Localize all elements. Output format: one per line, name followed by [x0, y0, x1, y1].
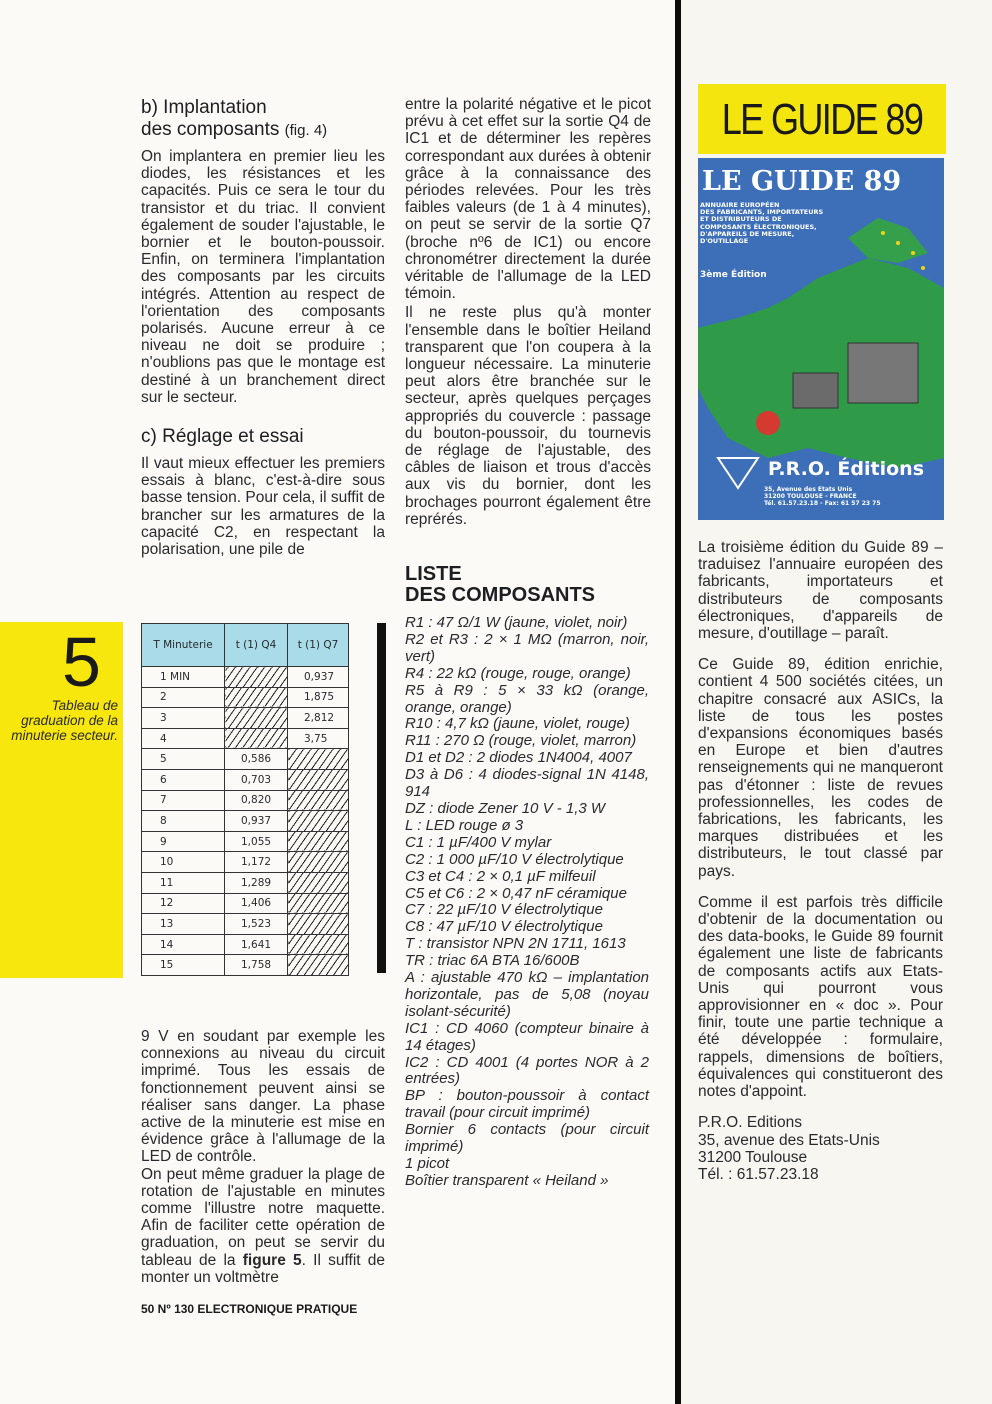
table-header-row: [142, 624, 349, 667]
sidebar-title: LE GUIDE 89: [721, 95, 923, 144]
table-row: [142, 708, 349, 729]
header-q7: t (1) Q7: [288, 624, 349, 667]
list-item: Bornier 6 contacts (pour circuit imprimé): [405, 1121, 649, 1156]
star-dot: [881, 231, 885, 235]
cell-minuterie: 14: [142, 934, 225, 955]
para2-start: On peut même graduer la plage de rotation de l'ajustable en minutes comme l'illustre notre maquette. Afin de faciliter cette opération de graduation, on peut se servir du tableau de la: [141, 1165, 385, 1269]
cell-q4: 1,289: [225, 872, 288, 893]
list-item: R4 : 22 kΩ (rouge, rouge, orange): [405, 664, 631, 682]
cell-q7: [288, 769, 349, 790]
list-item: C1 : 1 µF/400 V mylar: [405, 833, 552, 851]
sidebar-address-line-1: P.R.O. Editions: [698, 1114, 802, 1132]
col1-bottom-text: [141, 1028, 385, 1286]
list-item: R5 à R9 : 5 × 33 kΩ (orange, orange, orange): [405, 681, 649, 716]
separator-bar: [377, 623, 386, 973]
cell-q7: [288, 893, 349, 914]
list-item: C2 : 1 000 µF/10 V électrolytique: [405, 850, 624, 868]
section-b-heading-line1: b) Implantation: [141, 97, 267, 118]
cell-minuterie: 9: [142, 831, 225, 852]
table-row: [142, 893, 349, 914]
table-row: [142, 769, 349, 790]
section-b-paragraph: On implantera en premier lieu les diodes, les résistances et les capacités. Puis ce sera le tour du transistor et du triac. Il convient également de souder l'ajustable, le bornier et le bouton-poussoir. Enfin, on terminera l'implantation des composants par les circuits intégrés. Attention au respect de l'orientation des composants polarisés. Aucune erreur à ce niveau ne doit se produire ; n'oublions pas que le montage est destiné à un branchement direct sur le secteur.: [141, 148, 385, 406]
list-item: R2 et R3 : 2 × 1 MΩ (marron, noir, vert): [405, 630, 649, 665]
cover-line-6: D'OUTILLAGE: [700, 237, 749, 246]
cover-line-3: ET DISTRIBUTEURS DE: [700, 215, 782, 224]
section-c-body: [141, 455, 385, 558]
cover-title: LE GUIDE 89: [702, 166, 902, 197]
cell-q4: 0,937: [225, 811, 288, 832]
europe-map-north: [848, 218, 928, 263]
cell-minuterie: 8: [142, 811, 225, 832]
star-dot: [896, 241, 900, 245]
table-row: [142, 955, 349, 976]
list-item: L : LED rouge ø 3: [405, 816, 524, 834]
cover-line-1: ANNUAIRE EUROPÉEN: [700, 201, 780, 209]
table-row: [142, 852, 349, 873]
sidebar-paragraph-1: La troisième édition du Guide 89 – traduisez l'annuaire européen des fabricants, importateurs et distributeurs de composants électroniques, d'appareils de mesure, d'outillage – paraît.: [698, 539, 943, 643]
section-b-heading-line2: des composants: [141, 119, 280, 140]
sidebar-address-line-3: 31200 Toulouse: [698, 1148, 808, 1166]
cover-subtitle: [700, 202, 823, 245]
table-row: [142, 914, 349, 935]
sidebar-text: [698, 539, 943, 1183]
publisher-logo: [718, 458, 758, 488]
header-q4: t (1) Q4: [225, 624, 288, 667]
section-c-paragraph: Il vaut mieux effectuer les premiers essais à blanc, c'est-à-dire sous basse tension. Pour cela, il suffit de brancher sur les armatures de la capacité C2, en respectant la polarisation, une pile de: [141, 455, 385, 559]
cell-q7: [288, 749, 349, 770]
list-item: IC2 : CD 4001 (4 portes NOR à 2 entrées): [405, 1053, 649, 1088]
chip-graphic: [848, 343, 918, 403]
cell-q7: [288, 790, 349, 811]
cell-q4: 1,641: [225, 934, 288, 955]
cell-q7: 2,812: [288, 708, 349, 729]
list-item: T : transistor NPN 2N 1711, 1613: [405, 935, 626, 953]
cell-q7: [288, 811, 349, 832]
sidebar-address: [698, 1114, 943, 1183]
cell-q4: 1,523: [225, 914, 288, 935]
table-row: [142, 790, 349, 811]
list-item: R1 : 47 Ω/1 W (jaune, violet, noir): [405, 614, 628, 631]
cell-q4: 1,055: [225, 831, 288, 852]
star-dot: [921, 266, 925, 270]
table-row: [142, 667, 349, 688]
table-row: [142, 687, 349, 708]
cover-publisher: P.R.O. Éditions: [768, 458, 924, 480]
cell-minuterie: 12: [142, 893, 225, 914]
sidebar-paragraph-2: Ce Guide 89, édition enrichie, contient 4 500 sociétés citées, un chapitre consacré aux ASICs, la liste de tous les postes d'expansions économiques basés en Europe et bien d'autres renseignements qui ne manqueront pas d'étonner : liste de revues professionnelles, les codes de fabrications, les fabricants, les marques distribuées et les distributeurs, le tout classé par pays.: [698, 656, 943, 880]
table-row: [142, 872, 349, 893]
list-item: 1 picot: [405, 1155, 450, 1172]
para2-end: . Il suffit de monter un voltmètre: [141, 1251, 386, 1286]
cell-q7: [288, 955, 349, 976]
section-b-heading: [141, 97, 327, 142]
cell-minuterie: 10: [142, 852, 225, 873]
figure-5-number: 5: [62, 623, 101, 701]
list-item: C5 et C6 : 2 × 0,47 nF céramique: [405, 884, 627, 902]
cell-q7: [288, 831, 349, 852]
header-minuterie: T Minuterie: [142, 624, 225, 667]
col1-bottom-paragraph-1: 9 V en soudant par exemple les connexions au niveau du circuit imprimé. Tous les essais de fonctionnement peuvent ainsi se réaliser sans danger. La phase active de la minuterie est mise en évidence grâce à l'allumage de la LED de contrôle.: [141, 1028, 385, 1166]
table-row: [142, 728, 349, 749]
cell-q7: [288, 914, 349, 935]
list-item: D3 à D6 : 4 diodes-signal 1N 4148, 914: [405, 766, 649, 801]
table-row: [142, 811, 349, 832]
liste-title-line2: DES COMPOSANTS: [405, 584, 596, 606]
table-row: [142, 934, 349, 955]
cell-q4: [225, 687, 288, 708]
cell-minuterie: 6: [142, 769, 225, 790]
liste-title: [405, 564, 595, 606]
section-b-body: [141, 148, 385, 406]
sidebar-paragraph-3: Comme il est parfois très difficile d'obtenir de la documentation ou des data-books, le Guide 89 fournit également une liste de fabricants de composants actifs aux Etats-Unis qui pourront vous approvisionner en « doc ». Pour finir, toute une partie technique a été développée : formulaire, rappels, dimensions de boîtiers, équivalences qui constitueront des notes d'appoint.: [698, 893, 943, 1101]
page-footer: 50 Nº 130 ELECTRONIQUE PRATIQUE: [141, 1302, 358, 1316]
cell-q4: 0,703: [225, 769, 288, 790]
cell-minuterie: 15: [142, 955, 225, 976]
list-item: BP : bouton-poussoir à contact travail (pour circuit imprimé): [405, 1087, 649, 1122]
cell-q4: 1,758: [225, 955, 288, 976]
cover-address-2: 31200 TOULOUSE - FRANCE: [764, 493, 857, 500]
list-item: C3 et C4 : 2 × 0,1 µF milfeuil: [405, 867, 596, 885]
book-cover-image: [698, 158, 944, 520]
cover-line-4: COMPOSANTS ÉLECTRONIQUES,: [700, 222, 817, 231]
list-item: C8 : 47 µF/10 V électrolytique: [405, 918, 603, 936]
chip-graphic-2: [793, 373, 838, 408]
cell-q7: [288, 872, 349, 893]
cell-minuterie: 7: [142, 790, 225, 811]
cell-q4: 0,586: [225, 749, 288, 770]
cell-minuterie: 5: [142, 749, 225, 770]
cell-minuterie: 2: [142, 687, 225, 708]
list-item: A : ajustable 470 kΩ – implantation horizontale, pas de 5,08 (noyau isolant-sécurité): [405, 969, 649, 1020]
figure-5-caption: Tableau de graduation de la minuterie secteur.: [11, 698, 118, 743]
cell-minuterie: 3: [142, 708, 225, 729]
list-item: C7 : 22 µF/10 V électrolytique: [405, 901, 603, 919]
list-item: TR : triac 6A BTA 16/600B: [405, 952, 580, 970]
cell-q7: [288, 852, 349, 873]
table-row: [142, 749, 349, 770]
cover-address: [764, 486, 881, 507]
sidebar-address-line-2: 35, avenue des Etats-Unis: [698, 1131, 880, 1149]
cell-minuterie: 11: [142, 872, 225, 893]
cell-q4: 1,172: [225, 852, 288, 873]
cell-q7: 0,937: [288, 667, 349, 688]
cell-minuterie: 1 MIN: [142, 667, 225, 688]
component-list: [405, 615, 649, 1190]
section-c-heading: c) Réglage et essai: [141, 426, 304, 447]
liste-title-line1: LISTE: [405, 563, 462, 585]
graduation-table-body: [142, 667, 349, 976]
list-item: R11 : 270 Ω (rouge, violet, marron): [405, 732, 637, 750]
list-item: Boîtier transparent « Heiland »: [405, 1171, 609, 1189]
cover-line-2: DES FABRICANTS, IMPORTATEURS: [700, 208, 824, 217]
cell-q4: [225, 667, 288, 688]
graduation-table: [141, 623, 349, 976]
cell-q7: 3,75: [288, 728, 349, 749]
sidebar-address-line-4: Tél. : 61.57.23.18: [698, 1165, 819, 1183]
table-row: [142, 831, 349, 852]
cover-address-3: Tél. 61.57.23.18 - Fax: 61 57 23 75: [764, 500, 881, 507]
cell-q7: [288, 934, 349, 955]
cover-line-5: D'APPAREILS DE MESURE,: [700, 229, 795, 238]
cell-q7: 1,875: [288, 687, 349, 708]
col2-top-text: [405, 96, 651, 528]
capacitor-graphic: [756, 411, 780, 435]
col1-bottom-paragraph-2: [141, 1166, 385, 1286]
cell-q4: 1,406: [225, 893, 288, 914]
list-item: D1 et D2 : 2 diodes 1N4004, 4007: [405, 749, 632, 767]
cell-q4: 0,820: [225, 790, 288, 811]
cover-address-1: 35, Avenue des Etats Unis: [764, 486, 853, 493]
star-dot: [911, 251, 915, 255]
list-item: DZ : diode Zener 10 V - 1,3 W: [405, 799, 606, 817]
cover-edition: 3ème Édition: [700, 270, 767, 280]
section-b-figure-ref: (fig. 4): [284, 122, 328, 139]
col2-paragraph-1: entre la polarité négative et le picot prévu à cet effet sur la sortie Q4 de IC1 et de déterminer les repères correspondant aux durées à obtenir grâce à la connaissance des périodes relevées. Pour les très faibles valeurs (de 1 à 4 minutes), on peut se servir de la sortie Q7 (broche nº6 de IC1) ou encore chronométrer directement la durée véritable de l'allumage de la LED témoin.: [405, 96, 651, 303]
col2-paragraph-2: Il ne reste plus qu'à monter l'ensemble dans le boîtier Heiland transparent que l'on coupera à la longueur nécessaire. La minuterie peut alors être branchée sur le secteur, après quelques perçages appropriés du couvercle : passage du bouton-poussoir, du tournevis de réglage de l'ajustable, des câbles de liaison et trous d'accès aux vis du bornier, dont les brochages pourront également être reprérés.: [405, 304, 651, 528]
cell-minuterie: 4: [142, 728, 225, 749]
list-item: IC1 : CD 4060 (compteur binaire à 14 étages): [405, 1019, 649, 1054]
cell-q4: [225, 728, 288, 749]
cell-minuterie: 13: [142, 914, 225, 935]
cell-q4: [225, 708, 288, 729]
figure-5-link: figure 5: [242, 1251, 302, 1269]
list-item: R10 : 4,7 kΩ (jaune, violet, rouge): [405, 715, 630, 733]
